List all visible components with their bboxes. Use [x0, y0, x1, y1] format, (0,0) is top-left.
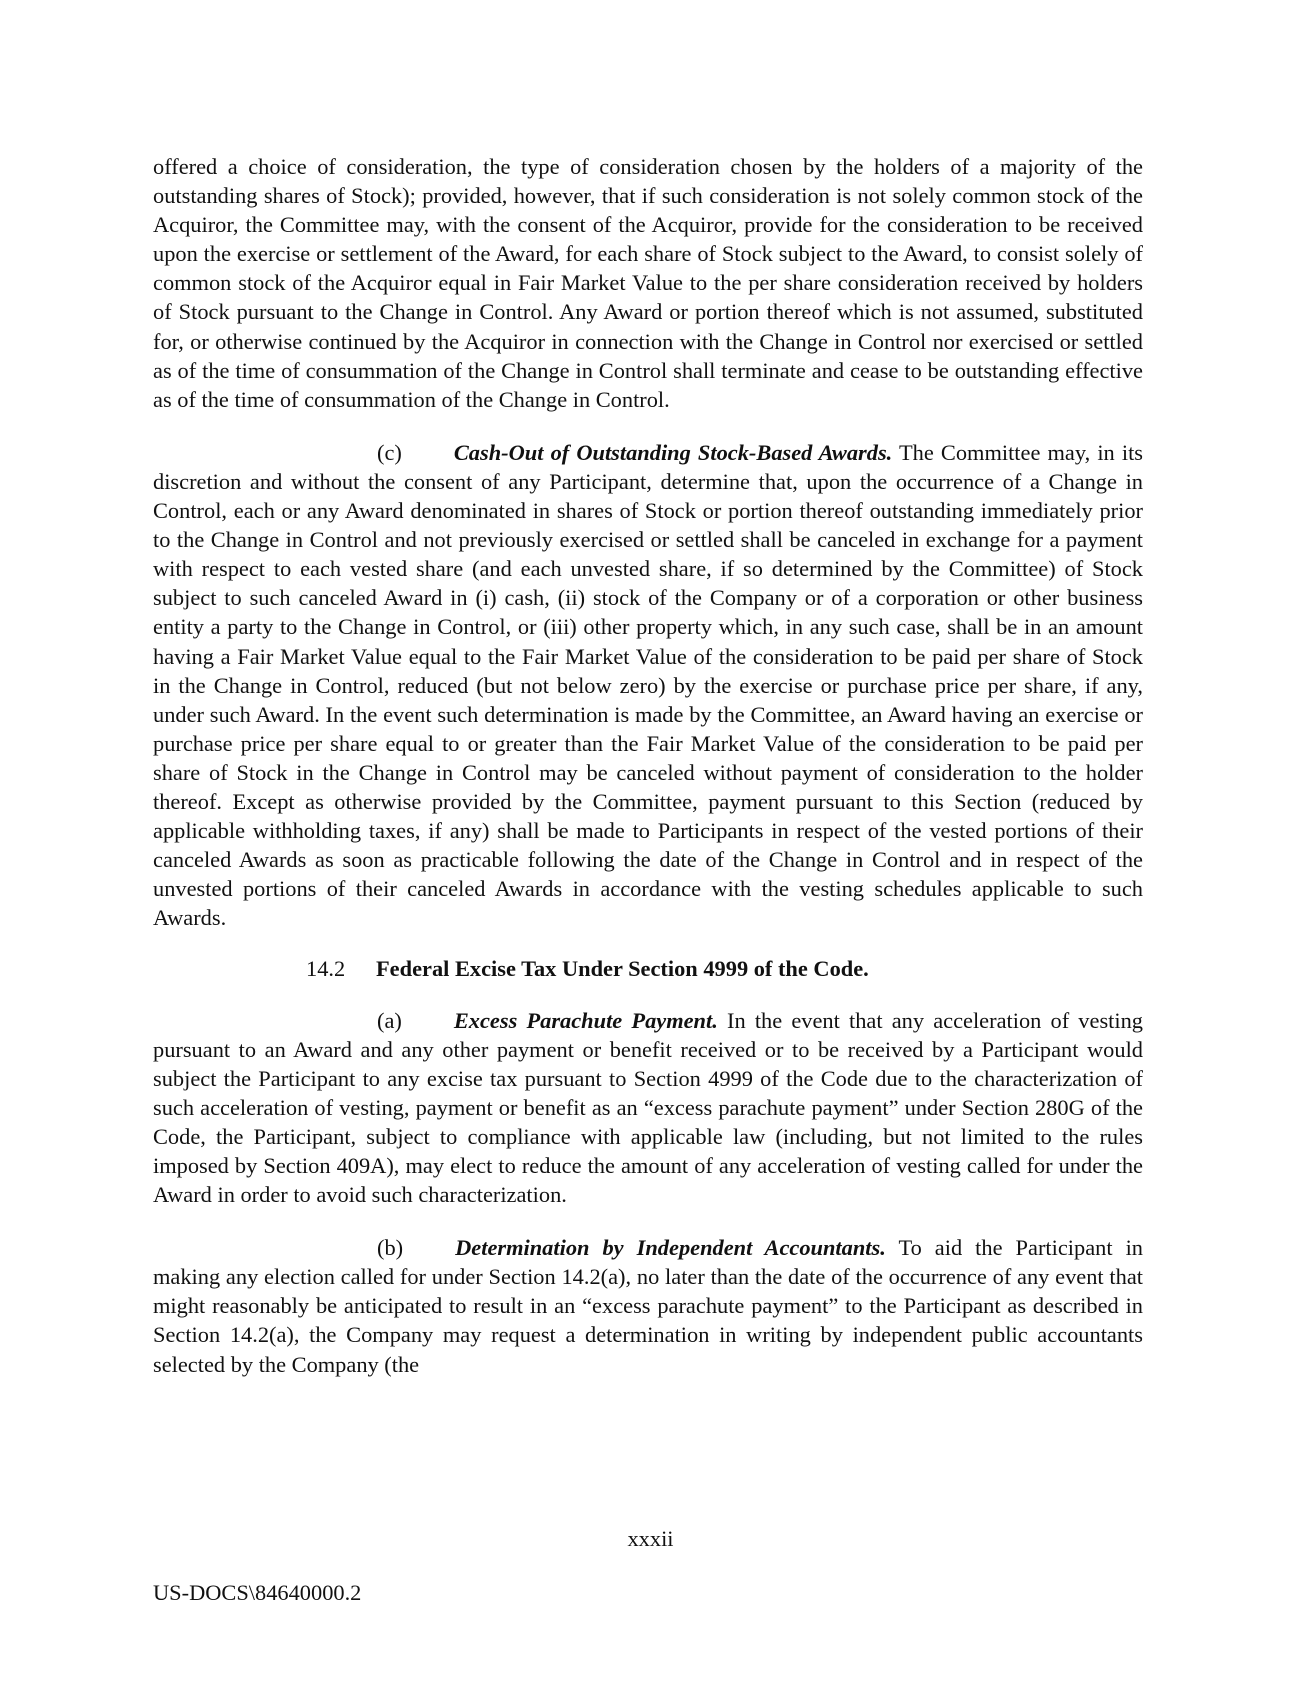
section-heading-14-2 — [153, 954, 1143, 983]
paragraph-c — [153, 438, 1143, 933]
section-b-label: (b) — [377, 1235, 404, 1261]
section-c-title: Cash-Out of Outstanding Stock-Based Awards. — [453, 439, 893, 465]
section-title: Federal Excise Tax Under Section 4999 of the Code. — [376, 956, 869, 982]
document-id: US-DOCS\84640000.2 — [153, 1580, 362, 1605]
page-number: xxxii — [627, 1526, 674, 1551]
section-b-text: To aid the Participant in making any election called for under Section 14.2(a), no later than the date of the occurrence of any event that might reasonably be anticipated to result in an “excess parachute payment” to the Participant as described in Section 14.2(a), the Company may request a determination in writing by independent public accountants selected by the Company (the — [153, 1235, 1143, 1377]
paragraph-a — [153, 1006, 1143, 1210]
section-b-title: Determination by Independent Accountants. — [455, 1235, 886, 1261]
section-a-label: (a) — [377, 1007, 402, 1033]
document-body — [153, 152, 1143, 1379]
section-c-label: (c) — [377, 439, 402, 465]
section-number: 14.2 — [306, 956, 346, 982]
section-a-text: In the event that any acceleration of vesting pursuant to an Award and any other payment or benefit received or to be received by a Participant would subject the Participant to any excise tax pursuant to Section 4999 of the Code due to the characterization of such acceleration of vesting, payment or benefit as an “excess parachute payment” under Section 280G of the Code, the Participant, subject to compliance with applicable law (including, but not limited to the rules imposed by Section 409A), may elect to reduce the amount of any acceleration of vesting called for under the Award in order to avoid such characterization. — [153, 1007, 1143, 1208]
section-a-title: Excess Parachute Payment. — [453, 1007, 718, 1033]
section-c-text: The Committee may, in its discretion and without the consent of any Participant, determine that, upon the occurrence of a Change in Control, each or any Award denominated in shares of Stock or portion thereof outstanding immediately prior to the Change in Control and not previously exercised or settled shall be canceled in exchange for a payment with respect to each vested share (and each unvested share, if so determined by the Committee) of Stock subject to such canceled Award in (i) cash, (ii) stock of the Company or of a corporation or other business entity a party to the Change in Control, or (iii) other property which, in any such case, shall be in an amount having a Fair Market Value equal to the Fair Market Value of the consideration to be paid per share of Stock in the Change in Control, reduced (but not below zero) by the exercise or purchase price per share, if any, under such Award. In the event such determination is made by the Committee, an Award having an exercise or purchase price per share equal to or greater than the Fair Market Value of the consideration to be paid per share of Stock in the Change in Control may be canceled without payment of consideration to the holder thereof. Except as otherwise provided by the Committee, payment pursuant to this Section (reduced by applicable withholding taxes, if any) shall be made to Participants in respect of the vested portions of their canceled Awards as soon as practicable following the date of the Change in Control and in respect of the unvested portions of their canceled Awards in accordance with the vesting schedules applicable to such Awards. — [153, 439, 1143, 931]
paragraph-continuation: offered a choice of consideration, the type of consideration chosen by the holders of a majority of the outstanding shares of Stock); provided, however, that if such consideration is not solely common stock of the Acquiror, the Committee may, with the consent of the Acquiror, provide for the consideration to be received upon the exercise or settlement of the Award, for each share of Stock subject to the Award, to consist solely of common stock of the Acquiror equal in Fair Market Value to the per share consideration received by holders of Stock pursuant to the Change in Control. Any Award or portion thereof which is not assumed, substituted for, or otherwise continued by the Acquiror in connection with the Change in Control nor exercised or settled as of the time of consummation of the Change in Control shall terminate and cease to be outstanding effective as of the time of consummation of the Change in Control. — [153, 154, 1143, 412]
paragraph-b — [153, 1233, 1143, 1378]
